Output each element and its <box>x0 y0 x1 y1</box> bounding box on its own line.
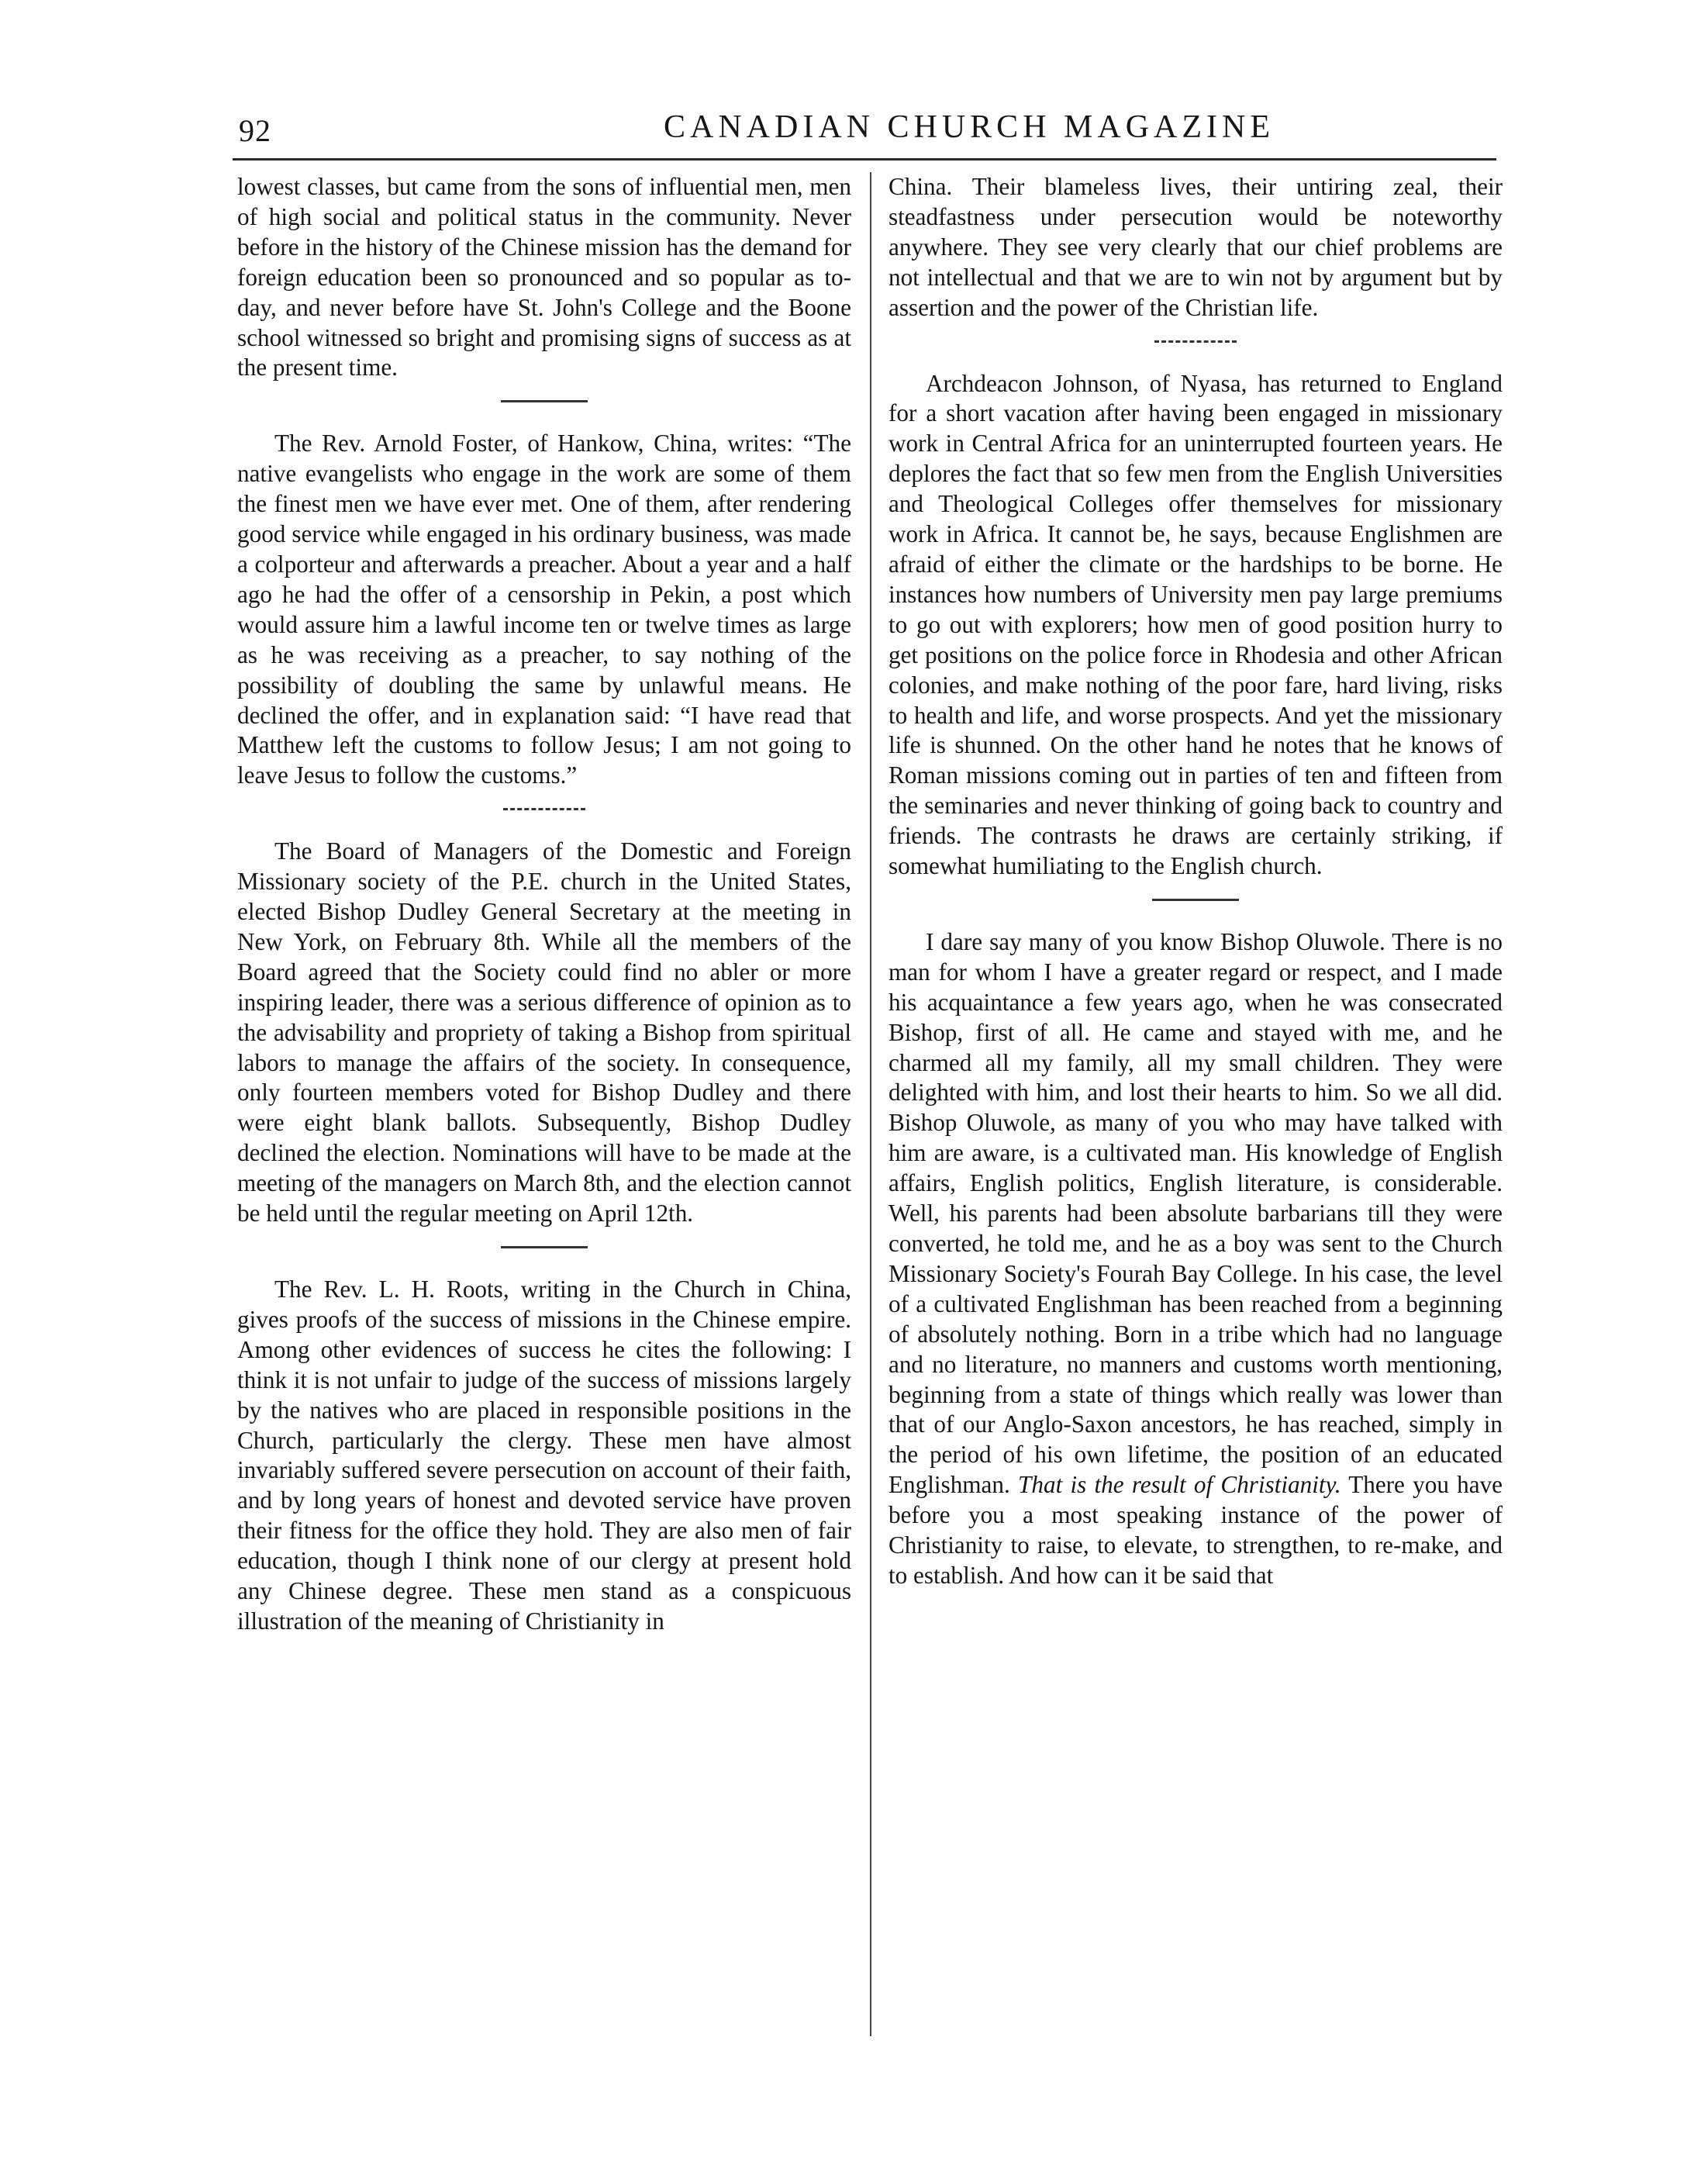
section-separator <box>501 1246 588 1248</box>
header-rule <box>233 158 1496 161</box>
page-number: 92 <box>239 113 271 148</box>
running-title: CANADIAN CHURCH MAGAZINE <box>664 109 1275 145</box>
right-column <box>889 172 1503 1591</box>
section-separator <box>501 400 588 402</box>
paragraph: The Rev. L. H. Roots, writing in the Church in China, gives proofs of the success of missions in the Chinese empire. Among other evidences of success he cites the following: I think it is not unfair to judge of the success of missions largely by the natives who are placed in responsible positions in the Church, particularly the clergy. These men have almost invariably suffered severe persecution on account of their faith, and by long years of honest and devoted service have proven their fitness for the office they hold. They are also men of fair education, though I think none of our clergy at present hold any Chinese degree. These men stand as a conspicuous illustration of the meaning of Christianity in <box>237 1276 851 1635</box>
paragraph: lowest classes, but came from the sons of influential men, men of high social and political status in the community. Never before in the history of the Chinese mission has the demand for foreign education been so pronounced and so popular as to-day, and never before have St. John's College and the Boone school witnessed so bright and promising signs of success as at the present time. <box>237 173 851 382</box>
paragraph-text: I dare say many of you know Bishop Oluwole. There is no man for whom I have a greater regard or respect, and I made his acquaintance a few years ago, when he was consecrated Bishop, first of all. He came and stayed with me, and he charmed all my family, all my small children. They were delighted with him, and lost their hearts to him. So we all did. Bishop Oluwole, as many of you who may have talked with him are aware, is a cultivated man. His knowledge of English affairs, English politics, English literature, is considerable. Well, his parents had been absolute barbarians till they were converted, he told me, and he as a boy was sent to the Church Missionary Society's Fourah Bay College. In his case, the level of a cultivated Englishman has been reached from a beginning of absolutely nothing. Born in a tribe which had no language and no literature, no manners and customs worth mentioning, beginning from a state of things which really was lower than that of our Anglo-Saxon ancestors, he has reached, simply in the period of his own lifetime, the position of an educated Englishman. <box>889 927 1503 1499</box>
paragraph <box>889 927 1503 1591</box>
paragraph-text: There you have before you a most speaking instance of the power of Christianity to raise, to elevate, to strengthen, to re-make, and to establish. And how can it be said that <box>889 1471 1503 1589</box>
paragraph: Archdeacon Johnson, of Nyasa, has returned to England for a short vacation after having been engaged in missionary work in Central Africa for an uninterrupted fourteen years. He deplores the fact that so few men from the English Universities and Theological Colleges offer themselves for missionary work in Africa. It cannot be, he says, because Englishmen are afraid of either the climate or the hardships to be borne. He instances how numbers of University men pay large premiums to go out with explorers; how men of good position hurry to get positions on the police force in Rhodesia and other African colonies, and make nothing of the poor fare, hard living, risks to health and life, and worse prospects. And yet the missionary life is shunned. On the other hand he notes that he knows of Roman missions coming out in parties of ten and fifteen from the seminaries and never thinking of going back to country and friends. The contrasts he draws are certainly striking, if somewhat humiliating to the English church. <box>889 369 1503 880</box>
column-divider <box>870 172 871 2036</box>
left-column <box>237 172 851 1637</box>
section-separator <box>1154 340 1237 343</box>
paragraph: The Rev. Arnold Foster, of Hankow, China, writes: “The native evangelists who engage in the work are some of them the finest men we have ever met. One of them, after rendering good service while engaged in his ordinary business, was made a colporteur and afterwards a preacher. About a year and a half ago he had the offer of a censorship in Pekin, a post which would assure him a lawful income ten or twelve times as large as he was receiving as a preacher, to say nothing of the possibility of doubling the same by unlawful means. He declined the offer, and in explanation said: “I have read that Matthew left the customs to follow Jesus; I am not going to leave Jesus to follow the customs.” <box>237 430 851 789</box>
paragraph: China. Their blameless lives, their untiring zeal, their steadfastness under persecution would be noteworthy anywhere. They see very clearly that our chief problems are not intellectual and that we are to win not by argument but by assertion and the power of the Christian life. <box>889 173 1503 321</box>
section-separator <box>1152 899 1239 901</box>
paragraph: The Board of Managers of the Domestic and Foreign Missionary society of the P.E. church in the United States, elected Bishop Dudley General Secretary at the meeting in New York, on February 8th. While all the members of the Board agreed that the Society could find no abler or more inspiring leader, there was a serious difference of opinion as to the advisability and propriety of taking a Bishop from spiritual labors to manage the affairs of the society. In consequence, only fourteen members voted for Bishop Dudley and there were eight blank ballots. Subsequently, Bishop Dudley declined the election. Nominations will have to be made at the meeting of the managers on March 8th, and the election cannot be held until the regular meeting on April 12th. <box>237 837 851 1227</box>
italic-emphasis: That is the result of Christianity. <box>1018 1471 1341 1499</box>
section-separator <box>503 808 585 810</box>
